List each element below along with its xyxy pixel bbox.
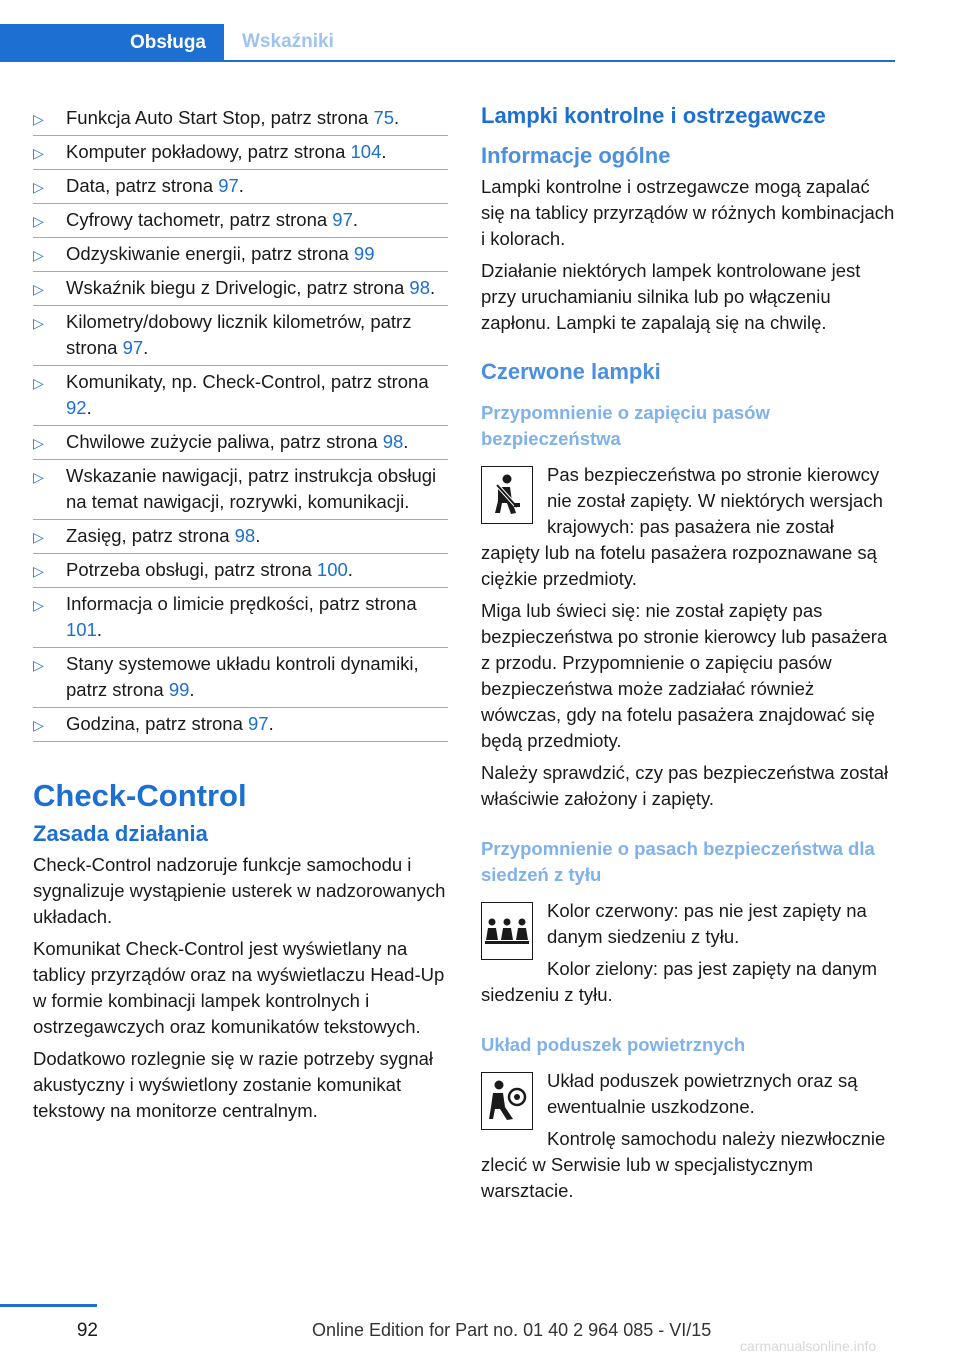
list-item bbox=[33, 648, 448, 708]
triangle-bullet-icon: ▷ bbox=[33, 247, 44, 263]
list-item bbox=[33, 366, 448, 426]
watermark: carmanualsonline.info bbox=[740, 1338, 877, 1354]
page-link[interactable]: 98 bbox=[382, 431, 404, 452]
triangle-bullet-icon: ▷ bbox=[33, 717, 44, 733]
right-column bbox=[481, 102, 895, 1204]
list-item-suffix: . bbox=[394, 107, 400, 128]
list-item-text: Cyfrowy tachometr, patrz strona bbox=[66, 209, 333, 230]
page-link[interactable]: 98 bbox=[234, 525, 256, 546]
general-info-title: Informacje ogólne bbox=[481, 143, 671, 168]
footer-divider bbox=[0, 1304, 97, 1307]
list-item-suffix: . bbox=[352, 209, 359, 230]
list-item-text: Zasięg, patrz strona bbox=[66, 525, 235, 546]
list-item bbox=[33, 306, 448, 366]
paragraph: Należy sprawdzić, czy pas bezpieczeństwa został właściwie założony i zapięty. bbox=[481, 762, 889, 809]
list-item-text: Komunikaty, np. Check-Control, patrz strona bbox=[66, 371, 429, 392]
list-item-text: Stany systemowe układu kontroli dynamiki, patrz strona bbox=[66, 653, 419, 700]
list-item-text: Informacja o limicie prędkości, patrz strona bbox=[66, 593, 417, 614]
list-item bbox=[33, 460, 448, 520]
list-item-suffix: . bbox=[347, 559, 353, 580]
rear-belt-title: Przypomnienie o pasach bezpieczeństwa dla siedzeń z tyłu bbox=[481, 838, 875, 885]
subsection-title: Zasada działania bbox=[33, 821, 208, 846]
paragraph: Check-Control nadzoruje funkcje samochodu i sygnalizuje wystąpienie usterek w nadzorowanych układach. bbox=[33, 854, 446, 927]
triangle-bullet-icon: ▷ bbox=[33, 563, 44, 579]
list-item-suffix: . bbox=[255, 525, 261, 546]
indicator-list bbox=[33, 102, 448, 742]
page-link[interactable]: 104 bbox=[350, 141, 382, 162]
list-item-suffix: . bbox=[189, 679, 195, 700]
list-item-text: Komputer pokładowy, patrz strona bbox=[66, 141, 351, 162]
paragraph: Miga lub świeci się: nie został zapięty pas bezpieczeństwa po stronie kierowcy lub pasażera z przodu. Przypomnienie o zapięciu pasów bezpieczeństwa może zadziałać również wówczas, gdy na fotelu pasażera znajdować się będą przedmioty. bbox=[481, 600, 888, 751]
page-link[interactable]: 99 bbox=[168, 679, 190, 700]
triangle-bullet-icon: ▷ bbox=[33, 597, 44, 613]
page-link[interactable]: 98 bbox=[409, 277, 430, 298]
triangle-bullet-icon: ▷ bbox=[33, 529, 44, 545]
airbag-title: Układ poduszek powietrznych bbox=[481, 1034, 746, 1055]
triangle-bullet-icon: ▷ bbox=[33, 657, 44, 673]
triangle-bullet-icon: ▷ bbox=[33, 111, 44, 127]
paragraph: Dodatkowo rozlegnie się w razie potrzeby sygnał akustyczny i wyświetlony zostanie komunikat tekstowy na monitorze centralnym. bbox=[33, 1048, 434, 1121]
airbag-icon bbox=[481, 1072, 533, 1130]
triangle-bullet-icon: ▷ bbox=[33, 281, 44, 297]
list-item bbox=[33, 520, 448, 554]
page-link[interactable]: 75 bbox=[373, 107, 395, 128]
triangle-bullet-icon: ▷ bbox=[33, 435, 44, 451]
list-item bbox=[33, 170, 448, 204]
list-item-suffix: . bbox=[381, 141, 387, 162]
page-link[interactable]: 92 bbox=[66, 397, 87, 418]
list-item bbox=[33, 102, 448, 136]
tab-wskazniki[interactable]: Wskaźniki bbox=[242, 31, 334, 52]
triangle-bullet-icon: ▷ bbox=[33, 213, 44, 229]
list-item-suffix: . bbox=[96, 619, 103, 640]
list-item-suffix: . bbox=[429, 277, 436, 298]
list-item bbox=[33, 204, 448, 238]
left-column bbox=[33, 102, 448, 1124]
paragraph: Kolor zielony: pas jest zapięty na danym siedzeniu z tyłu. bbox=[481, 958, 878, 1005]
section-title: Check-Control bbox=[33, 778, 247, 813]
page-link[interactable]: 97 bbox=[248, 713, 269, 734]
list-item-text: Odzyskiwanie energii, patrz strona bbox=[66, 243, 354, 264]
seatbelt-icon bbox=[481, 466, 533, 524]
page-link[interactable]: 100 bbox=[316, 559, 348, 580]
list-item bbox=[33, 588, 448, 648]
list-item bbox=[33, 554, 448, 588]
red-lamps-title: Czerwone lampki bbox=[481, 359, 661, 384]
paragraph: Układ poduszek powietrznych oraz są ewentualnie uszkodzone. bbox=[547, 1070, 858, 1117]
list-item-text: Chwilowe zużycie paliwa, patrz strona bbox=[66, 431, 383, 452]
lamps-title: Lampki kontrolne i ostrzegawcze bbox=[481, 103, 826, 128]
list-item-text: Funkcja Auto Start Stop, patrz strona bbox=[66, 107, 374, 128]
paragraph: Komunikat Check-Control jest wyświetlany na tablicy przyrządów oraz na wyświetlaczu Head-Up w formie kombinacji lampek kontrolnych i ostrzegawczych oraz komunikatów tekstowych. bbox=[33, 938, 445, 1037]
triangle-bullet-icon: ▷ bbox=[33, 179, 44, 195]
list-item-suffix: . bbox=[86, 397, 92, 418]
paragraph: Kolor czerwony: pas nie jest zapięty na danym siedzeniu z tyłu. bbox=[547, 900, 867, 947]
page-link[interactable]: 101 bbox=[66, 619, 97, 640]
page-number: 92 bbox=[76, 1320, 98, 1341]
paragraph: Lampki kontrolne i ostrzegawcze mogą zapalać się na tablicy przyrządów w różnych kombinacjach i kolorach. bbox=[481, 176, 895, 249]
edition-text: Online Edition for Part no. 01 40 2 964 085 - VI/15 bbox=[312, 1320, 712, 1340]
paragraph: Kontrolę samochodu należy niezwłocznie zlecić w Serwisie lub w specjalistycznym warsztacie. bbox=[481, 1128, 886, 1201]
list-item-text: Potrzeba obsługi, patrz strona bbox=[66, 559, 317, 580]
list-item-suffix: . bbox=[238, 175, 244, 196]
triangle-bullet-icon: ▷ bbox=[33, 315, 44, 331]
list-item-text: Kilometry/dobowy licznik kilometrów, patrz strona bbox=[66, 311, 412, 358]
list-item-text: Godzina, patrz strona bbox=[66, 713, 249, 734]
triangle-bullet-icon: ▷ bbox=[33, 469, 44, 485]
page-link[interactable]: 99 bbox=[353, 243, 375, 264]
list-item bbox=[33, 136, 448, 170]
triangle-bullet-icon: ▷ bbox=[33, 375, 44, 391]
list-item bbox=[33, 238, 448, 272]
list-item-text: Wskazanie nawigacji, patrz instrukcja obsługi na temat nawigacji, rozrywki, komunikacji. bbox=[66, 465, 437, 512]
list-item-suffix: . bbox=[143, 337, 149, 358]
rear-seatbelt-icon bbox=[481, 902, 533, 960]
header-tabbar bbox=[0, 24, 895, 62]
tab-obsluga[interactable]: Obsługa bbox=[0, 24, 224, 62]
list-item-text: Data, patrz strona bbox=[66, 175, 219, 196]
list-item-suffix: . bbox=[403, 431, 409, 452]
triangle-bullet-icon: ▷ bbox=[33, 145, 44, 161]
list-item-text: Wskaźnik biegu z Drivelogic, patrz strona bbox=[66, 277, 410, 298]
paragraph: Działanie niektórych lampek kontrolowane jest przy uruchamianiu silnika lub po włączeniu zapłonu. Lampki te zapalają się na chwilę. bbox=[481, 260, 861, 333]
list-item-suffix: . bbox=[268, 713, 274, 734]
header-divider bbox=[0, 60, 895, 62]
list-item bbox=[33, 426, 448, 460]
page-link[interactable]: 97 bbox=[122, 337, 144, 358]
page-link[interactable]: 97 bbox=[218, 175, 239, 196]
belt-reminder-title: Przypomnienie o zapięciu pasów bezpieczeństwa bbox=[481, 402, 770, 449]
list-item bbox=[33, 708, 448, 742]
page-link[interactable]: 97 bbox=[332, 209, 353, 230]
paragraph: Pas bezpieczeństwa po stronie kierowcy nie został zapięty. W niektórych wersjach krajowych: pas pasażera nie został zapięty lub na fotelu pasażera rozpoznawane są ciężkie przedmioty. bbox=[481, 464, 883, 589]
list-item bbox=[33, 272, 448, 306]
